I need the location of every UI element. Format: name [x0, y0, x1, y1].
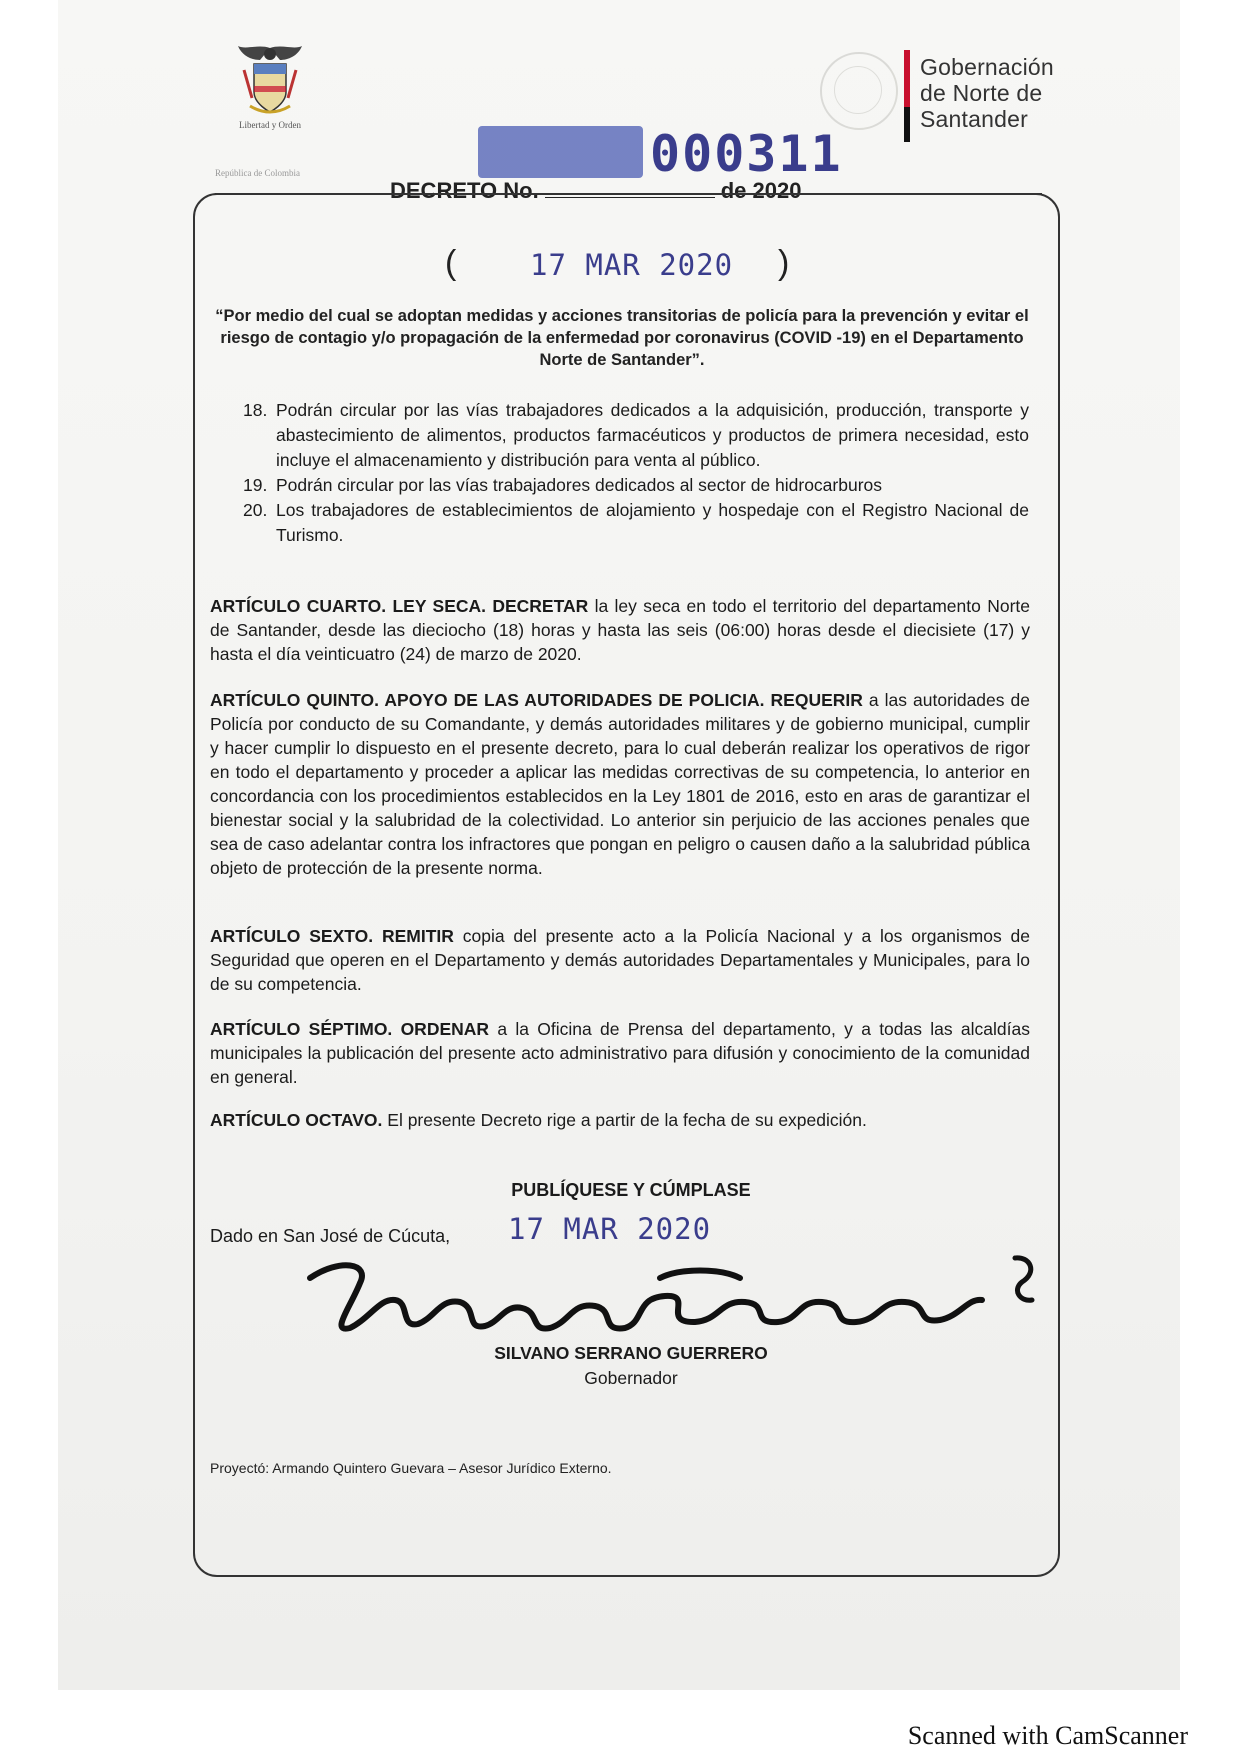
decree-number-stamp: 000311	[650, 125, 843, 183]
dado-en: Dado en San José de Cúcuta,	[210, 1226, 451, 1246]
scanner-watermark: Scanned with CamScanner	[907, 1721, 1188, 1750]
handwritten-signature	[300, 1238, 1060, 1353]
article-cuarto: ARTÍCULO CUARTO. LEY SECA. DECRETAR la ley seca en todo el territorio del departamento Norte de Santander, desde las dieciocho (18) horas y hasta las seis (06:00) horas desde el diecisiete (17) y hasta el día veinticuatro (24) de marzo de 2020.	[210, 596, 1030, 664]
stamp-blot	[478, 126, 643, 178]
official-seal	[820, 52, 898, 130]
proyecto-note: Proyectó: Armando Quintero Guevara – Asesor Jurídico Externo.	[210, 1460, 612, 1476]
decreto-label: DECRETO No.	[390, 178, 539, 203]
republica-label: República de Colombia	[215, 168, 300, 178]
crest-motto: Libertad y Orden	[239, 120, 301, 130]
gobernacion-logo-bar	[904, 50, 910, 142]
list-item: 20. Los trabajadores de establecimientos de alojamiento y hospedaje con el Registro Nacional de Turismo.	[243, 500, 1029, 545]
year-label: de 2020	[720, 178, 802, 203]
article-septimo: ARTÍCULO SÉPTIMO. ORDENAR a la Oficina de Prensa del departamento, y a todas las alcaldías municipales la publicación del presente acto administrativo para difusión y conocimiento de la comunidad en general.	[210, 1019, 1030, 1087]
article-octavo: ARTÍCULO OCTAVO. El presente Decreto rige a partir de la fecha de su expedición.	[210, 1110, 867, 1130]
publiquese-heading: PUBLÍQUESE Y CÚMPLASE	[511, 1180, 751, 1200]
gobernacion-name: Gobernación de Norte de Santander	[920, 54, 1054, 132]
date-stamp-closing: 17 MAR 2020	[508, 1212, 712, 1246]
close-paren: )	[778, 244, 790, 282]
open-paren: (	[445, 244, 457, 282]
signer-role: Gobernador	[584, 1368, 678, 1388]
list-item: 19. Podrán circular por las vías trabajadores dedicados al sector de hidrocarburos	[243, 475, 883, 495]
measures-list	[243, 398, 1029, 548]
date-stamp: 17 MAR 2020	[530, 248, 734, 282]
signer-name: SILVANO SERRANO GUERRERO	[494, 1343, 768, 1363]
decree-subject: “Por medio del cual se adoptan medidas y acciones transitorias de policía para la prevención y evitar el riesgo de contagio y/o propagación de la enfermedad por coronavirus (COVID -19) en el Departamento Norte de Santander”.	[215, 307, 1029, 369]
article-quinto: ARTÍCULO QUINTO. APOYO DE LAS AUTORIDADES DE POLICIA. REQUERIR a las autoridades de Policía por conducto de su Comandante, y demás autoridades militares y de gobierno municipal, cumplir y hacer cumplir lo dispuesto en el presente decreto, para lo cual deberán realizar los operativos de rigor en todo el departamento y proceder a aplicar las medidas correctivas de su competencia, lo anterior en concordancia con los procedimientos establecidos en la Ley 1801 de 2016, esto en aras de garantizar el bienestar social y la salubridad de la colectividad. Lo anterior sin perjuicio de las acciones penales que sea de caso adelantar contra los infractores que pongan en peligro o causen daño a la salubridad pública objeto de protección de la presente norma.	[210, 690, 1030, 878]
coat-of-arms-logo	[228, 40, 312, 124]
article-sexto: ARTÍCULO SEXTO. REMITIR copia del presente acto a la Policía Nacional y a los organismos de Seguridad que operen en el Departamento y demás autoridades Departamentales y Municipales, para lo de su competencia.	[210, 926, 1031, 994]
list-item: 18. Podrán circular por las vías trabajadores dedicados a la adquisición, producción, transporte y abastecimiento de alimentos, productos farmacéuticos y productos de primera necesidad, esto incluye el almacenamiento y distribución para venta al público.	[243, 400, 1029, 470]
